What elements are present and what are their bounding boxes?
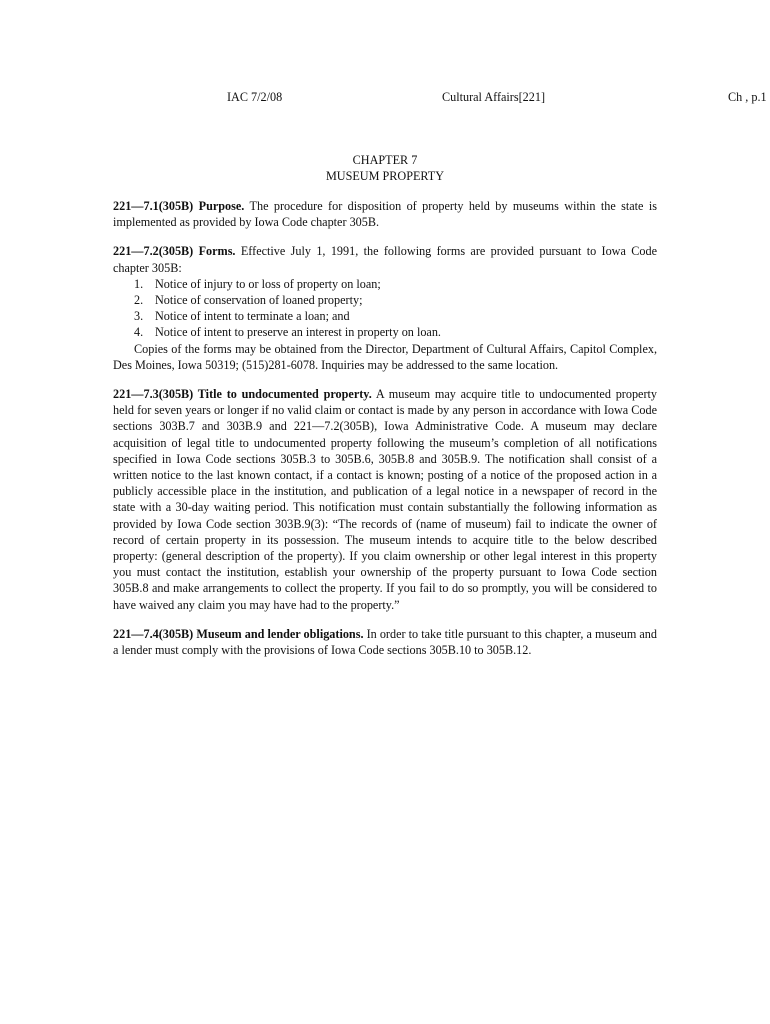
- forms-list: [113, 276, 657, 341]
- page-header: [0, 89, 770, 107]
- list-item-text: Notice of injury to or loss of property on loan;: [155, 276, 381, 291]
- list-item-number: 1.: [134, 276, 144, 291]
- chapter-heading: [113, 152, 657, 184]
- forms-availability: Copies of the forms may be obtained from the Director, Department of Cultural Affairs, Capitol Complex, Des Moines, Iowa 50319; (515)281-6078. Inquiries may be addressed to the same location.: [113, 341, 657, 372]
- list-item: [113, 276, 657, 292]
- rule-7-4: [113, 626, 657, 658]
- list-item: [113, 308, 657, 324]
- rule-7-3-text: A museum may acquire title to undocumented property held for seven years or longer if no valid claim or contact is made by any person in accordance with Iowa Code sections 303B.7 and 303B.9 and 221—7.2(305B), Iowa Administrative Code. A museum may declare acquisition of legal title to undocumented property following the museum’s completion of all notifications specified in Iowa Code sections 305B.3 to 305B.6, 305B.8 and 305B.9. The notification shall consist of a written notice to the last known contact, if a contact is known; posting of a notice of the proposed action in a publicly accessible place in the institution, and publication of a legal notice in a newspaper of record in the state with a 30-day waiting period. This notification must contain substantially the following information as provided by Iowa Code section 303B.9(3): “The records of (name of museum) fail to indicate the owner of record of certain property in its possession. The museum intends to acquire title to the below described property: (general description of the property). If you claim ownership or other legal interest in this property you must contact the institution, establish your ownership of the property pursuant to Iowa Code section 305B.8 and make arrangements to collect the property. If you fail to do so promptly, you will be considered to have waived any claim you may have had to the property.”: [113, 387, 657, 612]
- header-agency: Cultural Affairs[221]: [442, 90, 546, 104]
- list-item-number: 4.: [134, 325, 144, 340]
- list-item-text: Notice of intent to preserve an interest in property on loan.: [155, 325, 441, 340]
- list-item: [113, 292, 657, 308]
- list-item-text: Notice of intent to terminate a loan; and: [155, 309, 350, 324]
- rule-7-4-heading: 221—7.4(305B) Museum and lender obligations.: [113, 626, 364, 641]
- header-page-number: Ch , p.1: [728, 90, 767, 104]
- rule-7-2-text: Effective July 1, 1991, the following forms are provided pursuant to Iowa Code chapter 305B:: [113, 244, 657, 275]
- rule-7-1-text: The procedure for disposition of property held by museums within the state is implemented as provided by Iowa Code chapter 305B.: [113, 199, 658, 230]
- list-item-number: 3.: [134, 309, 144, 324]
- rule-7-1: [113, 198, 657, 230]
- rule-7-1-heading: 221—7.1(305B) Purpose.: [113, 199, 245, 213]
- rule-7-2-heading: 221—7.2(305B) Forms.: [113, 244, 236, 259]
- list-item: [113, 324, 657, 340]
- chapter-title: MUSEUM PROPERTY: [325, 169, 445, 184]
- document-body: [113, 198, 657, 671]
- chapter-number: CHAPTER 7: [352, 153, 418, 167]
- rule-7-2: [113, 243, 657, 373]
- list-item-number: 2.: [134, 293, 144, 308]
- header-date: IAC 7/2/08: [227, 90, 283, 104]
- list-item-text: Notice of conservation of loaned property;: [155, 293, 363, 308]
- rule-7-4-text: In order to take title pursuant to this chapter, a museum and a lender must comply with the provisions of Iowa Code sections 305B.10 to 305B.12.: [113, 626, 657, 658]
- rule-7-3: [113, 386, 657, 613]
- rule-7-3-heading: 221—7.3(305B) Title to undocumented property.: [113, 387, 372, 402]
